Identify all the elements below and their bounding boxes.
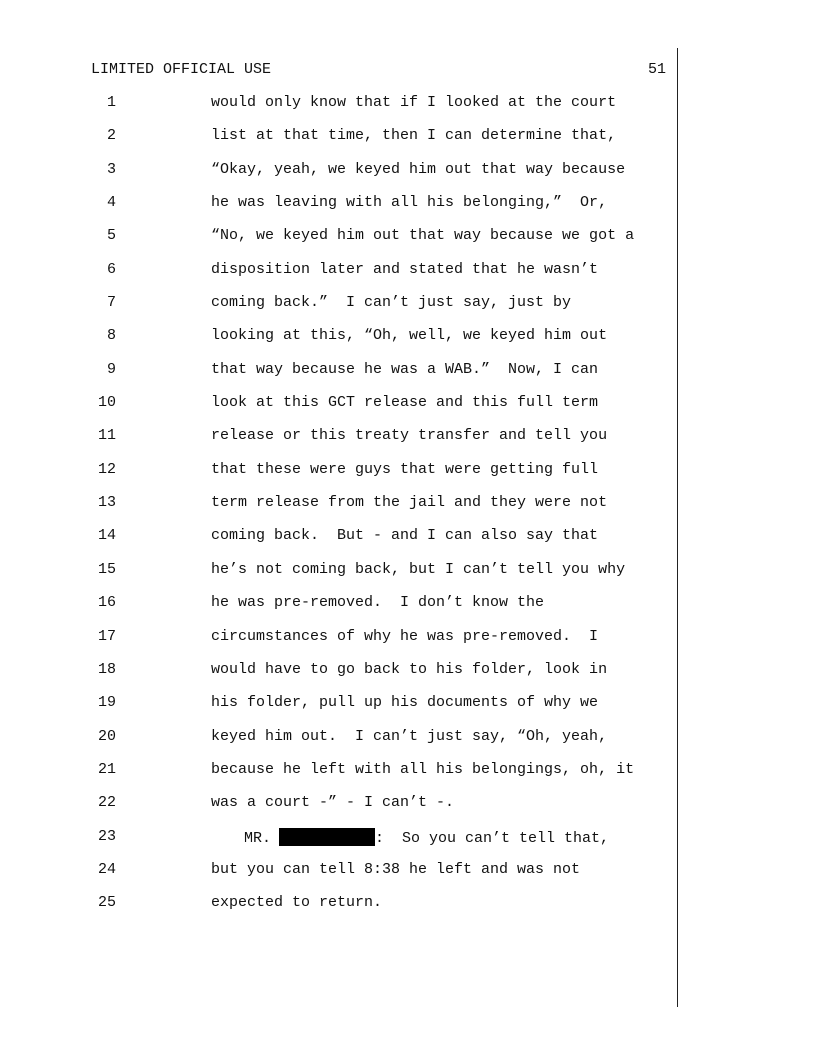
transcript-line <box>0 694 816 727</box>
line-text: term release from the jail and they were not <box>211 494 608 512</box>
line-number: 16 <box>97 594 116 612</box>
line-text: : So you can’t tell that, <box>375 829 610 847</box>
line-text: would have to go back to his folder, look in <box>211 660 608 678</box>
transcript-line <box>0 661 816 694</box>
line-number: 21 <box>97 760 116 778</box>
line-text: list at that time, then I can determine that, <box>211 127 617 145</box>
transcript-line <box>0 94 816 127</box>
transcript-line <box>0 294 816 327</box>
line-number: 8 <box>106 327 116 345</box>
line-number: 23 <box>97 827 116 845</box>
line-text: “No, we keyed him out that way because we got a <box>211 227 635 245</box>
line-number: 18 <box>97 660 116 678</box>
line-text: his folder, pull up his documents of why we <box>211 694 599 712</box>
redaction-block <box>279 828 375 846</box>
line-number: 14 <box>97 527 116 545</box>
transcript-line <box>0 427 816 460</box>
line-text: he was leaving with all his belonging,” Or, <box>211 194 608 212</box>
line-text: was a court -” - I can’t -. <box>211 794 455 812</box>
line-text: circumstances of why he was pre-removed. I <box>211 627 599 645</box>
transcript-body <box>0 94 816 928</box>
transcript-line <box>0 594 816 627</box>
line-number: 3 <box>106 160 116 178</box>
line-text: keyed him out. I can’t just say, “Oh, yeah, <box>211 727 608 745</box>
transcript-line <box>0 794 816 827</box>
line-number: 1 <box>106 94 116 111</box>
line-text: that these were guys that were getting full <box>211 460 599 478</box>
line-text: coming back.” I can’t just say, just by <box>211 294 572 312</box>
line-number: 13 <box>97 494 116 512</box>
line-text: coming back. But - and I can also say that <box>211 527 599 545</box>
line-number: 25 <box>97 894 116 912</box>
line-text: would only know that if I looked at the court <box>211 94 617 111</box>
line-number: 7 <box>106 294 116 312</box>
page-number: 51 <box>647 61 666 78</box>
line-number: 12 <box>97 460 116 478</box>
transcript-line <box>0 127 816 160</box>
line-number: 11 <box>97 427 116 445</box>
line-text: “Okay, yeah, we keyed him out that way because <box>211 160 626 178</box>
line-text: but you can tell 8:38 he left and was not <box>211 860 581 878</box>
line-text: he was pre-removed. I don’t know the <box>211 594 545 612</box>
line-text: that way because he was a WAB.” Now, I can <box>211 360 599 378</box>
transcript-line <box>0 394 816 427</box>
transcript-line <box>0 161 816 194</box>
line-number: 4 <box>106 194 116 212</box>
transcript-line <box>0 194 816 227</box>
line-number: 24 <box>97 860 116 878</box>
line-number: 10 <box>97 394 116 412</box>
transcript-line <box>0 227 816 260</box>
transcript-line <box>0 261 816 294</box>
transcript-line <box>0 561 816 594</box>
line-number: 20 <box>97 727 116 745</box>
line-text: disposition later and stated that he wasn’t <box>211 260 599 278</box>
transcript-line <box>0 761 816 794</box>
transcript-line <box>0 361 816 394</box>
line-text: looking at this, “Oh, well, we keyed him out <box>211 327 608 345</box>
transcript-line <box>0 628 816 661</box>
transcript-line <box>0 828 816 861</box>
line-text: because he left with all his belongings, oh, it <box>211 760 635 778</box>
line-number: 22 <box>97 794 116 812</box>
line-text: expected to return. <box>211 894 383 912</box>
transcript-line <box>0 494 816 527</box>
line-number: 15 <box>97 560 116 578</box>
transcript-line <box>0 527 816 560</box>
line-text: release or this treaty transfer and tell you <box>211 427 608 445</box>
classification-header: LIMITED OFFICIAL USE <box>91 61 272 78</box>
line-number: 2 <box>106 127 116 145</box>
line-number: 6 <box>106 260 116 278</box>
transcript-line <box>0 327 816 360</box>
transcript-line <box>0 461 816 494</box>
line-number: 5 <box>106 227 116 245</box>
line-text: look at this GCT release and this full term <box>211 394 599 412</box>
transcript-line <box>0 861 816 894</box>
line-number: 9 <box>106 360 116 378</box>
transcript-line <box>0 894 816 927</box>
line-text: he’s not coming back, but I can’t tell you why <box>211 560 626 578</box>
speaker-label: MR. <box>244 829 272 847</box>
speaker-line <box>244 828 609 848</box>
line-number: 19 <box>97 694 116 712</box>
line-number: 17 <box>97 627 116 645</box>
transcript-line <box>0 728 816 761</box>
